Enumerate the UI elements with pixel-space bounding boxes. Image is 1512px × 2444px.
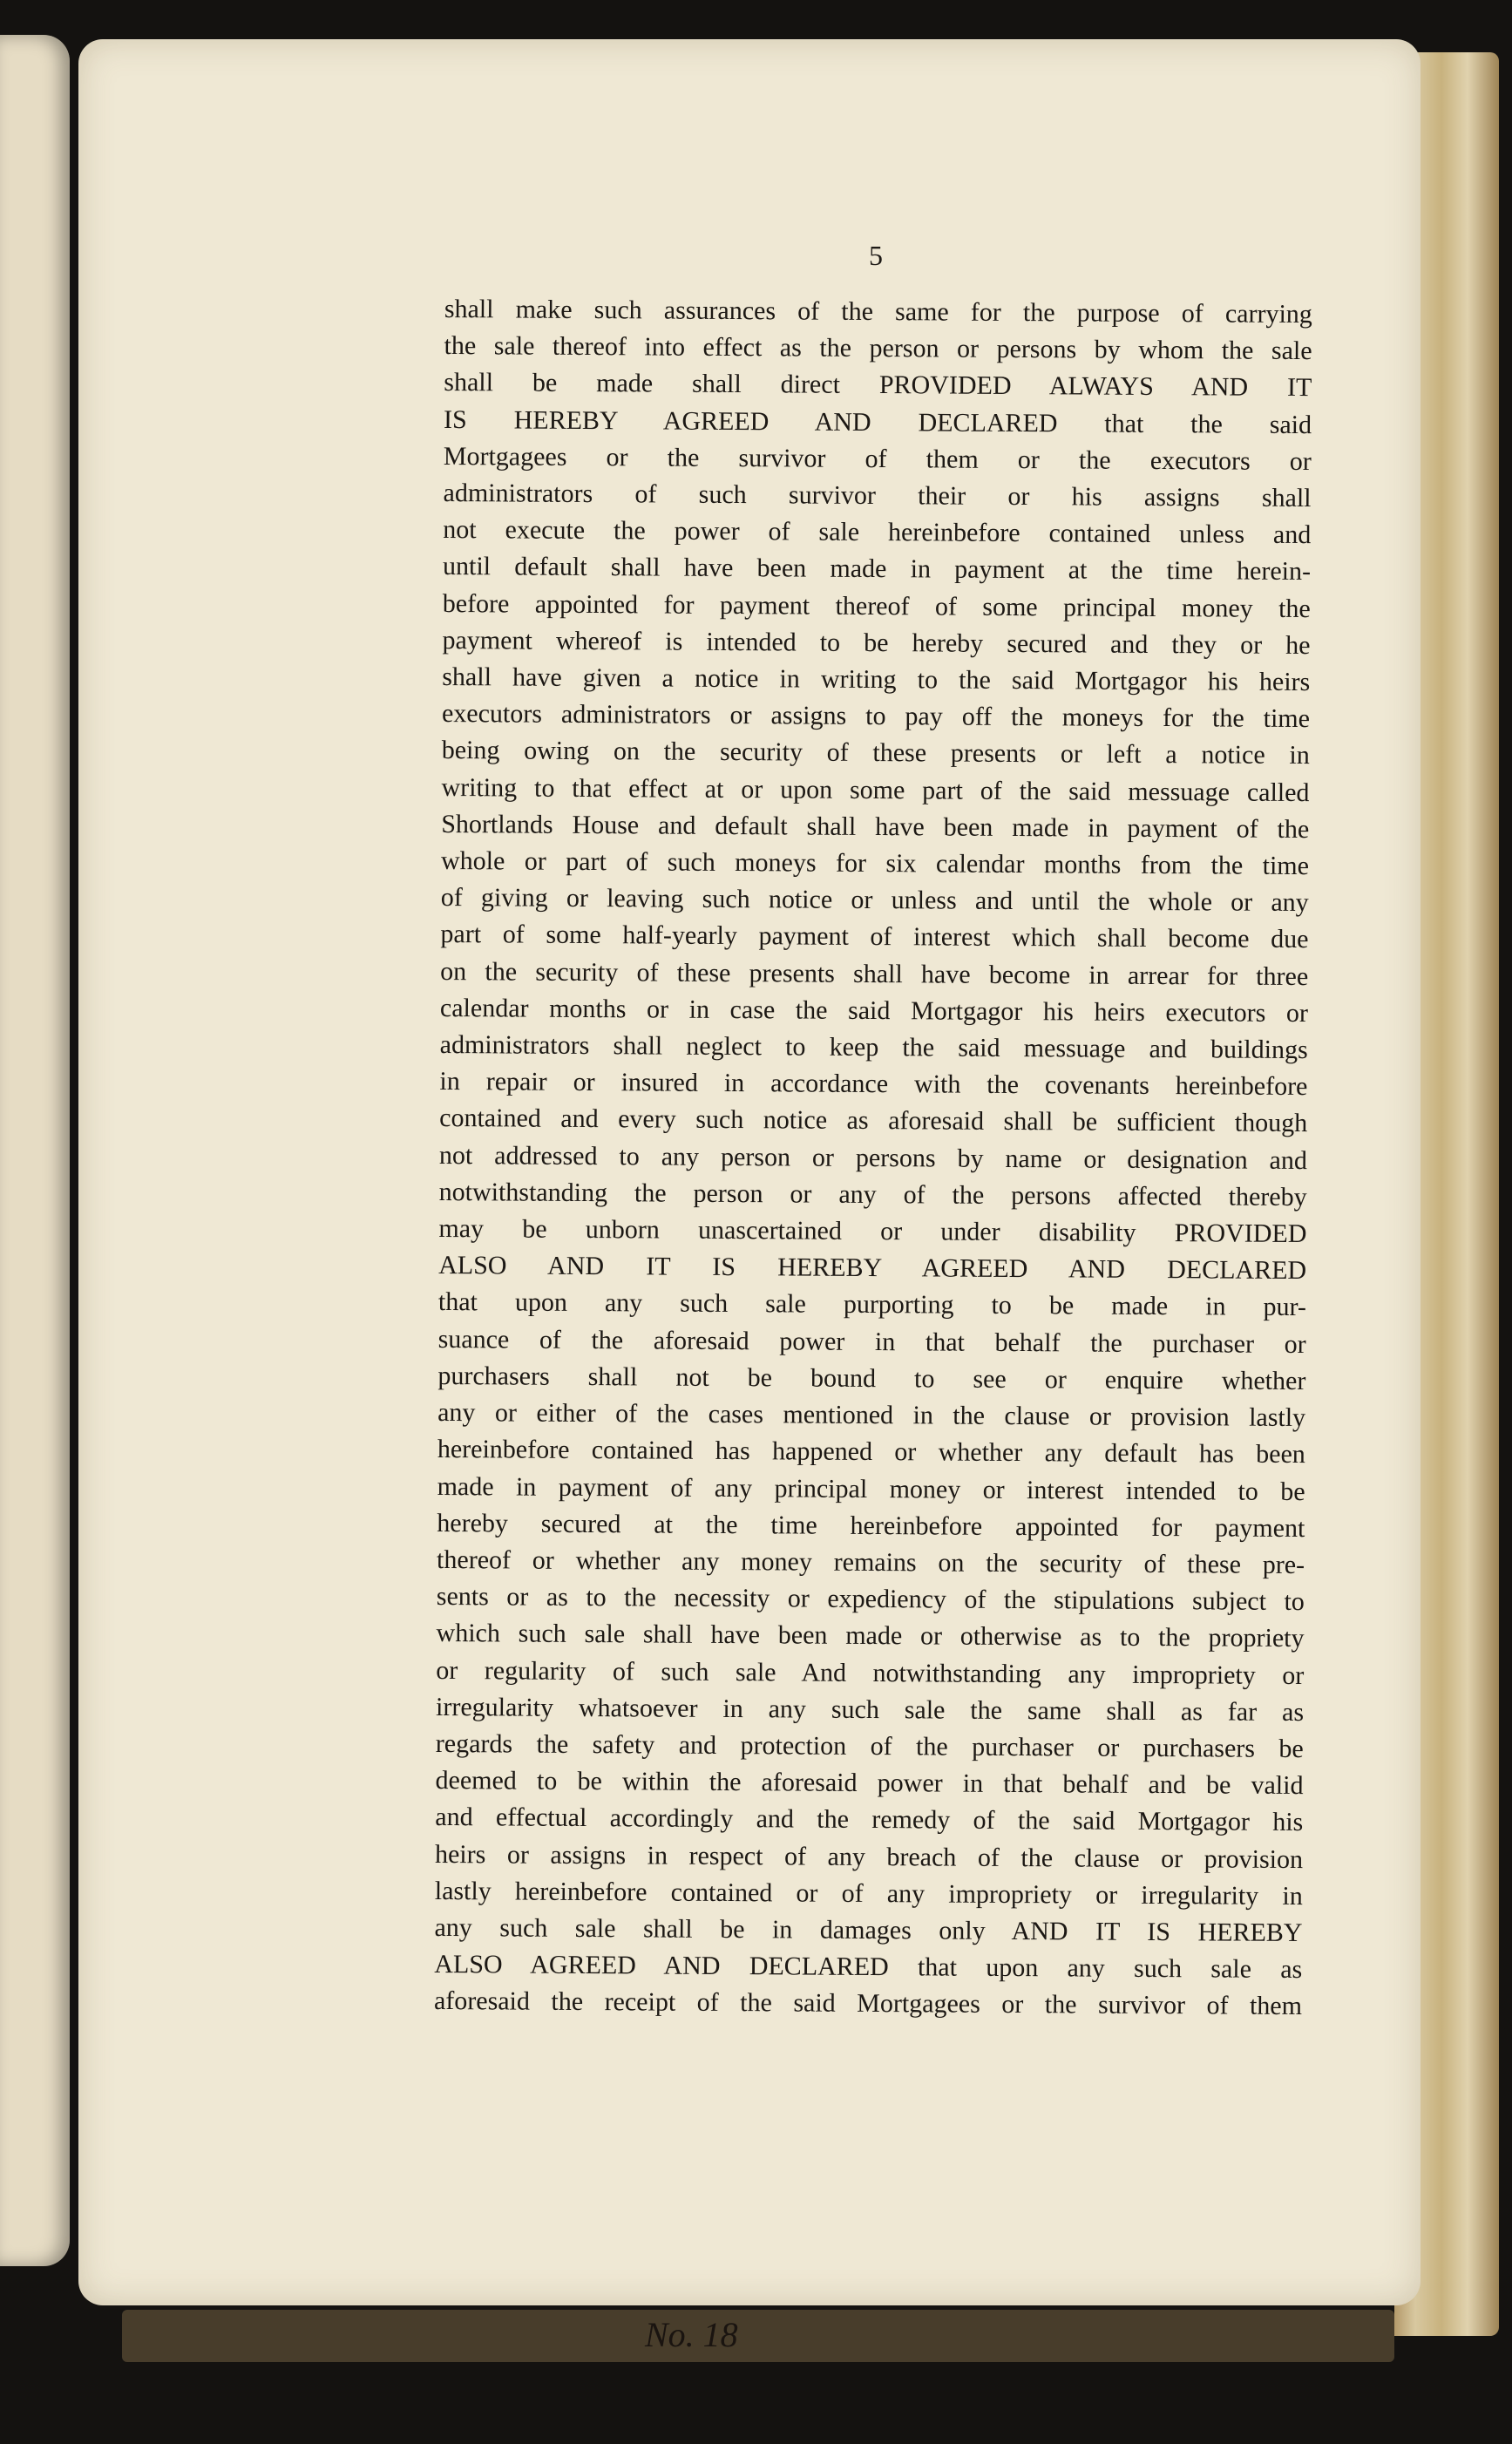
bottom-binding-strip	[122, 2310, 1394, 2362]
text-line: which such sale shall have been made or otherwise as to the propriety	[436, 1619, 1305, 1653]
text-line: sents or as to the necessity or expediency of the stipulations subject to	[436, 1582, 1305, 1617]
text-line: suance of the aforesaid power in that behalf the purchaser or	[437, 1324, 1306, 1359]
text-line: payment whereof is intended to be hereby secured and they or he	[442, 625, 1311, 660]
text-line: heirs or assigns in respect of any breach of the clause or provision	[434, 1839, 1304, 1874]
text-line: aforesaid the receipt of the said Mortgagees or the survivor of them	[433, 1986, 1303, 2021]
text-line: calendar months or in case the said Mortgagor his heirs executors or	[439, 993, 1309, 1028]
text-line: any such sale shall be in damages only AND IT IS HEREBY	[434, 1912, 1303, 1947]
text-line: notwithstanding the person or any of the persons affected thereby	[438, 1177, 1307, 1212]
text-line: that upon any such sale purporting to be made in pur-	[437, 1287, 1306, 1322]
text-line: ALSO AND IT IS HEREBY AGREED AND DECLARED	[438, 1251, 1307, 1286]
text-line: deemed to be within the aforesaid power in that behalf and be valid	[435, 1766, 1304, 1801]
text-line: Shortlands House and default shall have been made in payment of the	[441, 809, 1310, 844]
text-line: irregularity whatsoever in any such sale the same shall as far as	[435, 1692, 1305, 1727]
text-line: contained and every such notice as aforesaid shall be sufficient though	[439, 1103, 1308, 1138]
text-line: of giving or leaving such notice or unless and until the whole or any	[440, 883, 1309, 918]
body-text	[434, 291, 1312, 2026]
text-line: any or either of the cases mentioned in the clause or provision lastly	[437, 1398, 1306, 1433]
text-line: whole or part of such moneys for six calendar months from the time	[440, 846, 1310, 881]
text-line: and effectual accordingly and the remedy of the said Mortgagor his	[435, 1802, 1304, 1837]
text-line: purchasers shall not be bound to see or enquire whether	[437, 1361, 1306, 1395]
text-line: or regularity of such sale And notwithstanding any impropriety or	[436, 1655, 1305, 1690]
text-line: in repair or insured in accordance with the covenants hereinbefore	[439, 1067, 1308, 1102]
text-line: not execute the power of sale hereinbefore contained unless and	[443, 515, 1312, 550]
text-line: ALSO AGREED AND DECLARED that upon any such sale as	[434, 1950, 1303, 1985]
bottom-handwriting: No. 18	[645, 2315, 738, 2354]
text-line: Mortgagees or the survivor of them or the executors or	[443, 441, 1312, 476]
text-line: being owing on the security of these presents or left a notice in	[441, 736, 1310, 771]
page-number: 5	[869, 240, 883, 271]
text-line: IS HEREBY AGREED AND DECLARED that the said	[444, 404, 1312, 439]
text-line: lastly hereinbefore contained or of any impropriety or irregularity in	[434, 1876, 1303, 1911]
text-line: shall make such assurances of the same for the purpose of carrying	[444, 294, 1312, 329]
text-line: regards the safety and protection of the purchaser or purchasers be	[435, 1728, 1304, 1763]
text-line: writing to that effect at or upon some part of the said messuage called	[441, 772, 1310, 807]
text-line: hereinbefore contained has happened or whether any default has been	[437, 1435, 1305, 1470]
adjacent-left-page	[0, 35, 70, 2266]
text-line: may be unborn unascertained or under disability PROVIDED	[438, 1214, 1307, 1249]
text-line: shall be made shall direct PROVIDED ALWAYS AND IT	[444, 368, 1312, 403]
text-line: not addressed to any person or persons by name or designation and	[438, 1140, 1308, 1175]
text-line: hereby secured at the time hereinbefore appointed for payment	[437, 1508, 1305, 1543]
text-line: the sale thereof into effect as the person or persons by whom the sale	[444, 331, 1312, 366]
text-line: administrators shall neglect to keep the said messuage and buildings	[439, 1030, 1308, 1065]
text-line: shall have given a notice in writing to the said Mortgagor his heirs	[442, 662, 1311, 697]
text-line: made in payment of any principal money or interest intended to be	[437, 1471, 1305, 1506]
text-line: until default shall have been made in payment at the time herein-	[442, 552, 1312, 587]
text-line: thereof or whether any money remains on the security of these pre-	[437, 1544, 1305, 1579]
text-line: executors administrators or assigns to pay off the moneys for the time	[441, 699, 1311, 734]
text-line: on the security of these presents shall have become in arrear for three	[440, 956, 1309, 991]
text-line: administrators of such survivor their or his assigns shall	[443, 479, 1312, 513]
text-line: part of some half-yearly payment of interest which shall become due	[440, 920, 1309, 954]
text-line: before appointed for payment thereof of some principal money the	[442, 588, 1311, 623]
